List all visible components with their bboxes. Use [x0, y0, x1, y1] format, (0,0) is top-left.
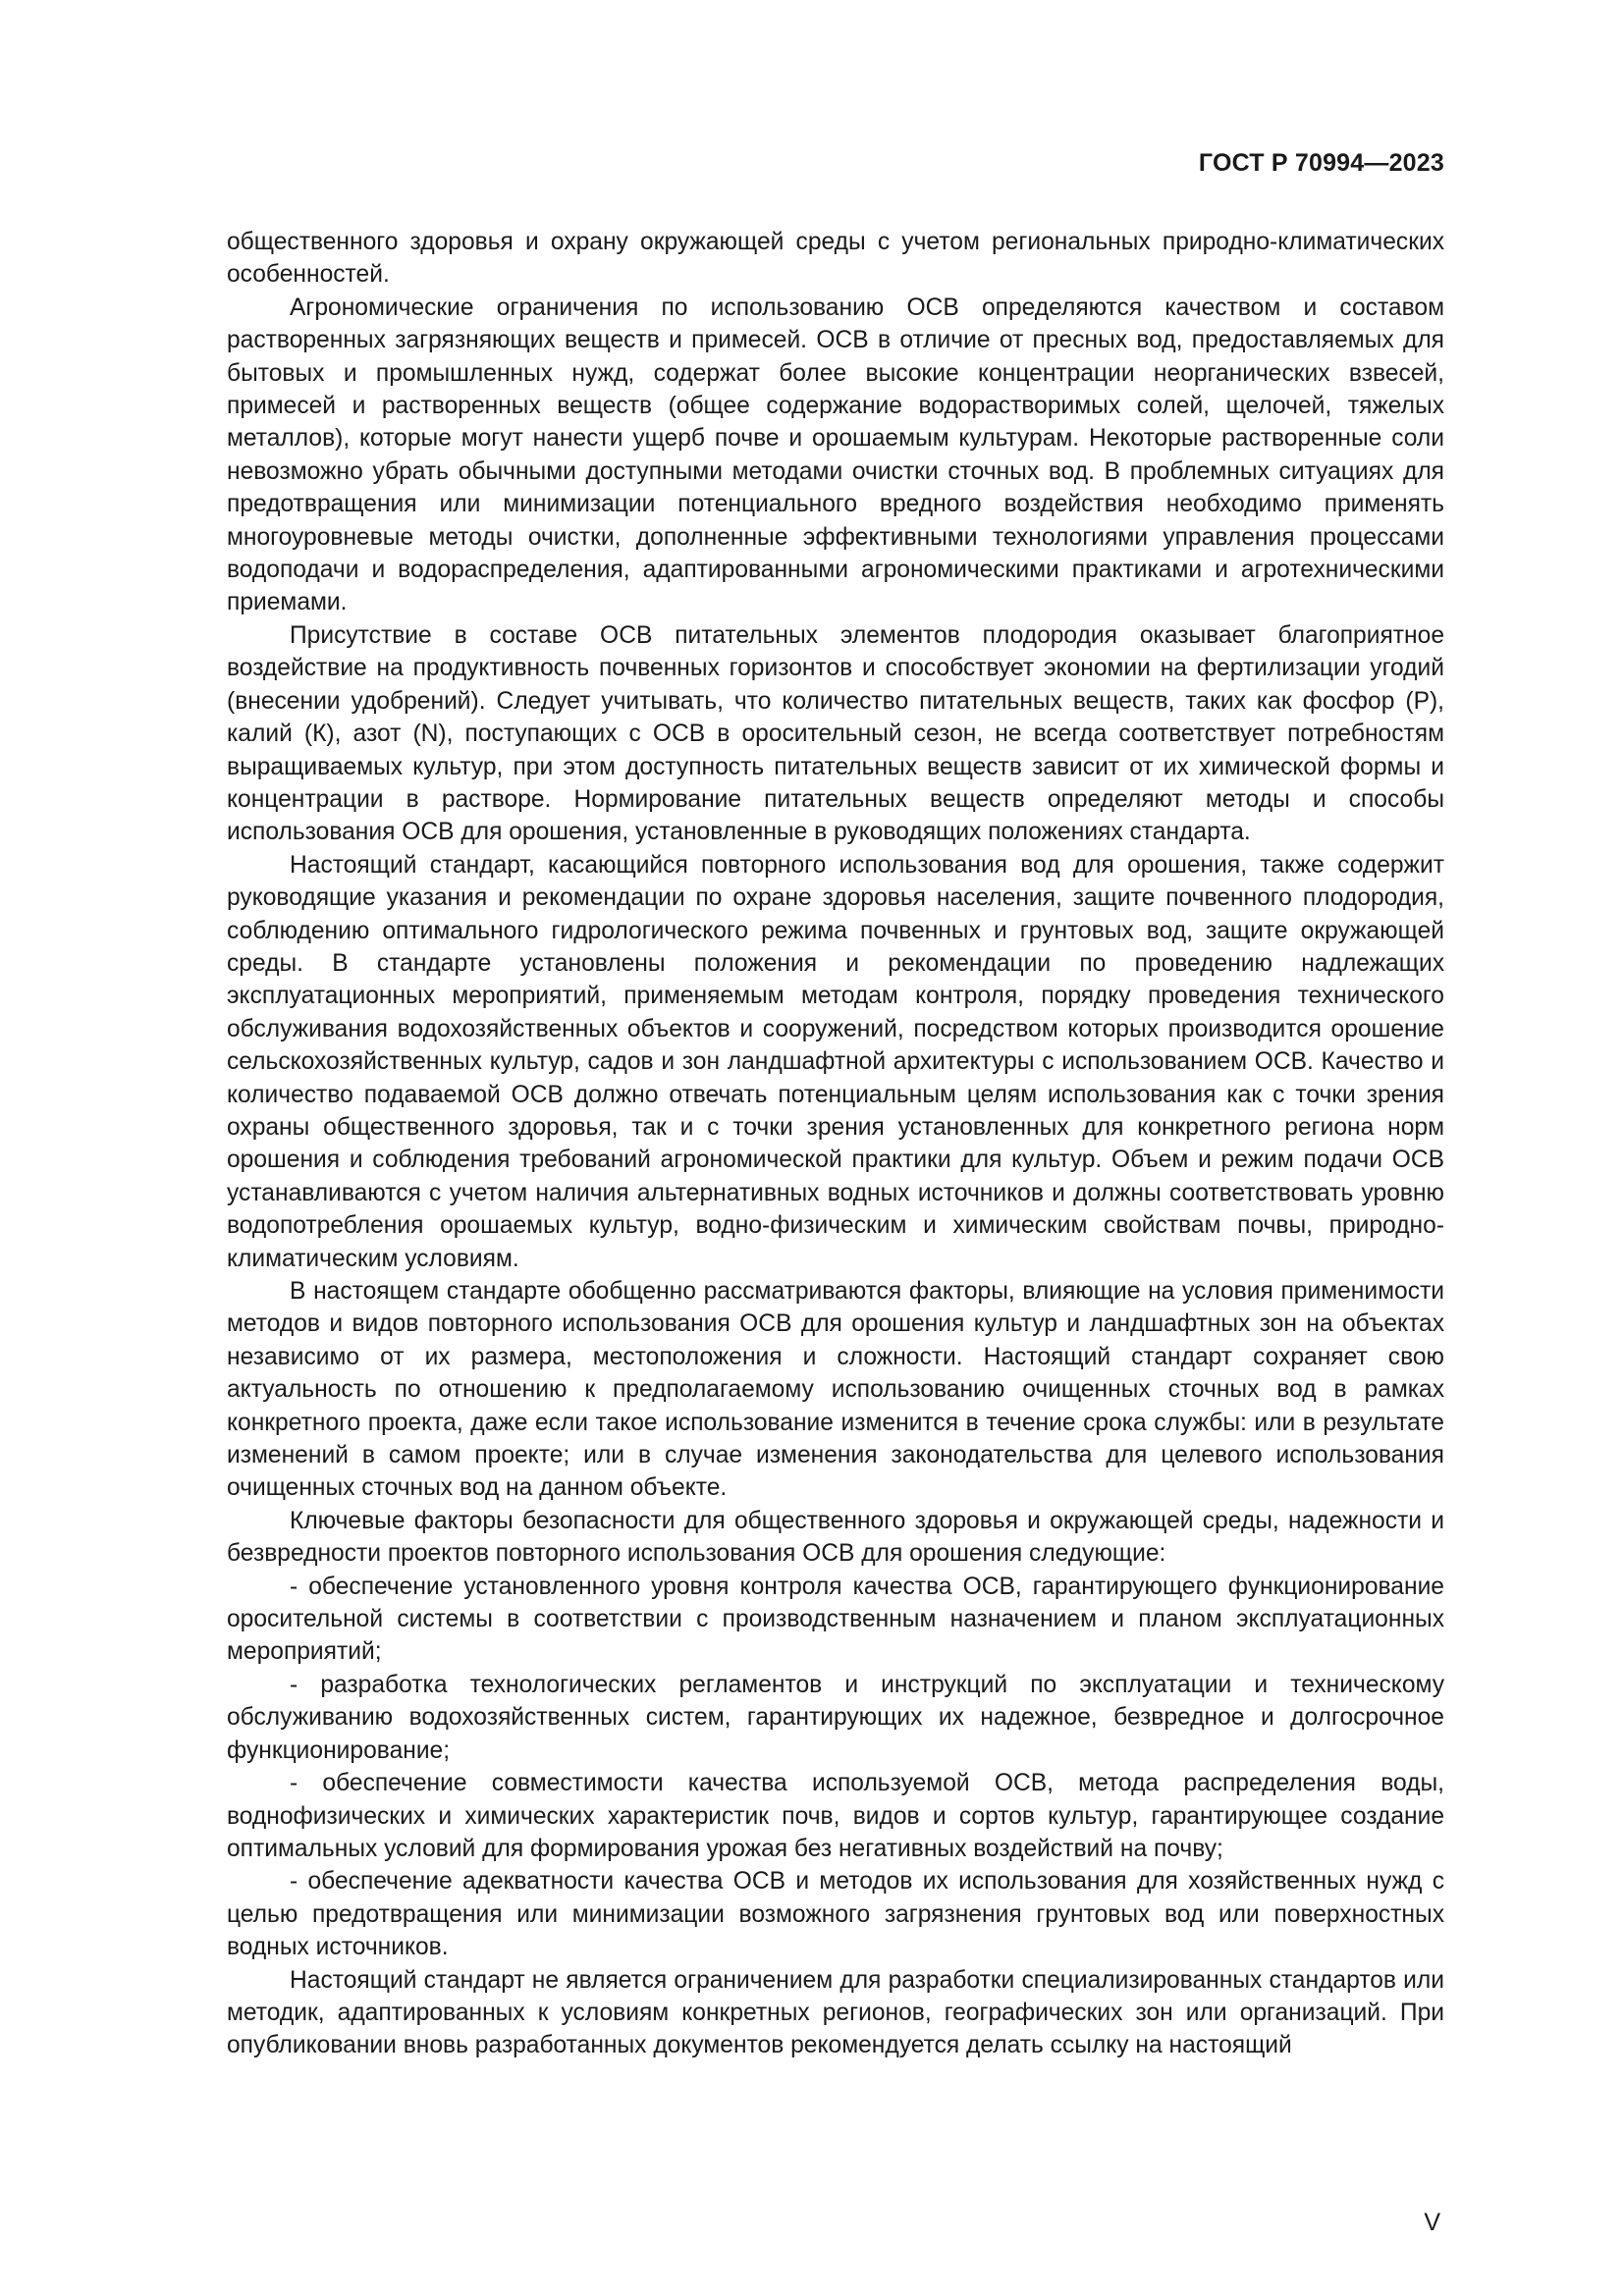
body-paragraph: - разработка технологических регламентов и инструкций по эксплуатации и техническому обслуживанию водохозяйственных систем, гарантирующих их надежное, безвредное и долгосрочное функционирование; — [227, 1671, 1444, 1764]
body-paragraph: Настоящий стандарт не является ограничением для разработки специализированных стандартов или методик, адаптированных к условиям конкретных регионов, географических зон или организаций. При опубликовании вновь разработанных документов рекомендуется делать ссылку на настоящий — [227, 1966, 1444, 2059]
body-paragraph: В настоящем стандарте обобщенно рассматриваются факторы, влияющие на условия применимости методов и видов повторного использования ОСВ для орошения культур и ландшафтных зон на объектах независимо от их размера, местоположения и сложности. Настоящий стандарт сохраняет свою актуальность по отношению к предполагаемому использованию очищенных сточных вод в рамках конкретного проекта, даже если такое использование изменится в течение срока службы: или в результате изменений в самом проекте; или в случае изменения законодательства для целевого использования очищенных сточных вод на данном объекте. — [227, 1278, 1444, 1502]
body-paragraph: Присутствие в составе ОСВ питательных элементов плодородия оказывает благоприятное воздействие на продуктивность почвенных горизонтов и способствует экономии на фертилизации угодий (внесении удобрений). Следует учитывать, что количество питательных веществ, таких как фосфор (Р), калий (К), азот (N), поступающих с ОСВ в оросительный сезон, не всегда соответствует потребностям выращиваемых культур, при этом доступность питательных веществ зависит от их химической формы и концентрации в растворе. Нормирование питательных веществ определяют методы и способы использования ОСВ для орошения, установленные в руководящих положениях стандарта. — [227, 621, 1444, 846]
body-paragraph: - обеспечение установленного уровня контроля качества ОСВ, гарантирующего функционирование оросительной системы в соответствии с производственным назначением и планом эксплуатационных мероприятий; — [227, 1573, 1444, 1666]
page-number: V — [1424, 2209, 1440, 2236]
body-paragraph: Агрономические ограничения по использованию ОСВ определяются качеством и составом растворенных загрязняющих веществ и примесей. ОСВ в отличие от пресных вод, предоставляемых для бытовых и промышленных нужд, содержат более высокие концентрации неорганических взвесей, примесей и растворенных веществ (общее содержание водорастворимых солей, щелочей, тяжелых металлов), которые могут нанести ущерб почве и орошаемым культурам. Некоторые растворенные соли невозможно убрать обычными доступными методами очистки сточных вод. В проблемных ситуациях для предотвращения или минимизации потенциального вредного воздействия необходимо применять многоуровневые методы очистки, дополненные эффективными технологиями управления процессами водоподачи и водораспределения, адаптированными агрономическими практиками и агротехническими приемами. — [227, 294, 1444, 616]
body-paragraph: - обеспечение совместимости качества используемой ОСВ, метода распределения воды, воднофизических и химических характеристик почв, видов и сортов культур, гарантирующее создание оптимальных условий для формирования урожая без негативных воздействий на почву; — [227, 1770, 1444, 1862]
document-body — [227, 226, 1444, 2062]
body-paragraph: - обеспечение адекватности качества ОСВ и методов их использования для хозяйственных нужд с целью предотвращения или минимизации возможного загрязнения грунтовых вод или поверхностных водных источников. — [227, 1868, 1444, 1961]
body-paragraph: Настоящий стандарт, касающийся повторного использования вод для орошения, также содержит руководящие указания и рекомендации по охране здоровья населения, защите почвенного плодородия, соблюдению оптимального гидрологического режима почвенных и грунтовых вод, защите окружающей среды. В стандарте установлены положения и рекомендации по проведению надлежащих эксплуатационных мероприятий, применяемым методам контроля, порядку проведения технического обслуживания водохозяйственных объектов и сооружений, посредством которых производится орошение сельскохозяйственных культур, садов и зон ландшафтной архитектуры с использованием ОСВ. Качество и количество подаваемой ОСВ должно отвечать потенциальным целям использования как с точки зрения охраны общественного здоровья, так и с точки зрения установленных для конкретного региона норм орошения и соблюдения требований агрономической практики для культур. Объем и режим подачи ОСВ устанавливаются с учетом наличия альтернативных водных источников и должны соответствовать уровню водопотребления орошаемых культур, водно-физическим и химическим свойствам почвы, природно-климатическим условиям. — [227, 851, 1444, 1272]
body-paragraph: Ключевые факторы безопасности для общественного здоровья и окружающей среды, надежности и безвредности проектов повторного использования ОСВ для орошения следующие: — [227, 1507, 1444, 1568]
body-paragraph: общественного здоровья и охрану окружающей среды с учетом региональных природно-климатических особенностей. — [227, 229, 1444, 289]
document-header: ГОСТ Р 70994—2023 — [1198, 149, 1444, 177]
